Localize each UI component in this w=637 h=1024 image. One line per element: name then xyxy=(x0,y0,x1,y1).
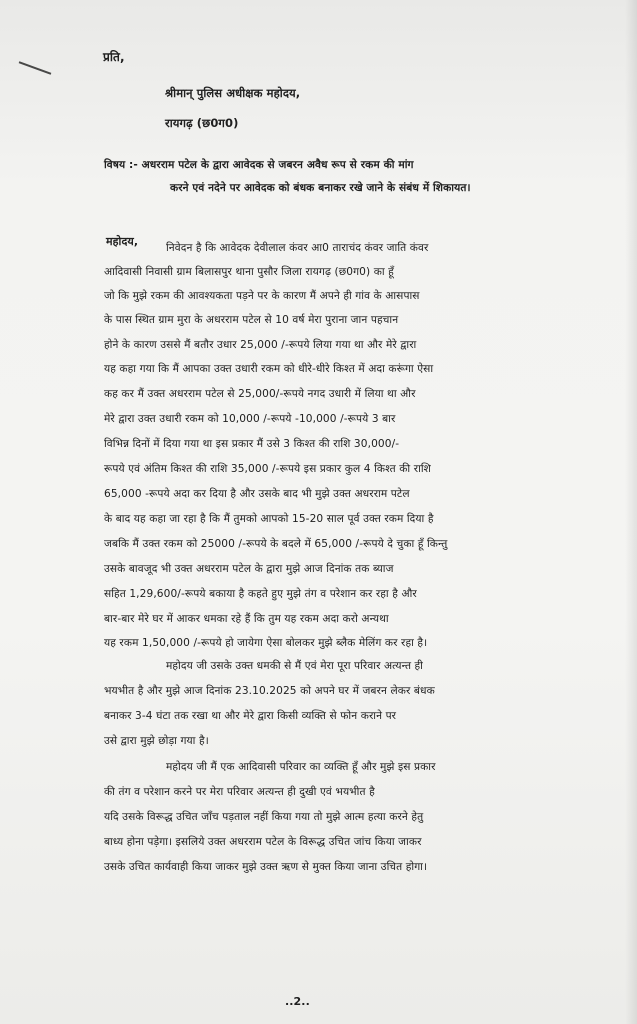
body-line-4: के पास स्थित ग्राम मुरा के अधरराम पटेल से 10 वर्ष मेरा पुराना जान पहचान xyxy=(104,314,399,326)
body-line-17: यह रकम 1,50,000 /-रूपये हो जायेगा ऐसा बोलकर मुझे ब्लैक मेलिंग कर रहा है। xyxy=(104,637,428,649)
salutation-to: प्रति, xyxy=(103,50,125,64)
body-line-11: 65,000 -रूपये अदा कर दिया है और उसके बाद भी मुझे उक्त अधरराम पटेल xyxy=(104,488,410,500)
body-line-10: रूपये एवं अंतिम किश्त की राशि 35,000 /-रूपये इस प्रकार कुल 4 किश्त की राशि xyxy=(104,463,431,475)
greeting: महोदय, xyxy=(106,235,139,248)
body-line-18: महोदय जी उसके उक्त धमकी से मैं एवं मेरा पूरा परिवार अत्यन्त ही xyxy=(166,660,424,672)
body-line-23: की तंग व परेशान करने पर मेरा परिवार अत्यन्त ही दुखी एवं भयभीत है xyxy=(104,786,375,798)
body-line-26: उसके उचित कार्यवाही किया जाकर मुझे उक्त ऋण से मुक्त किया जाना उचित होगा। xyxy=(104,861,428,873)
body-line-16: बार-बार मेरे घर में आकर धमका रहे हैं कि तुम यह रकम अदा करो अन्यथा xyxy=(104,613,389,625)
paper-crease-mark xyxy=(19,61,52,75)
body-line-15: सहित 1,29,600/-रूपये बकाया है कहते हुए मुझे तंग व परेशान कर रहा है और xyxy=(104,588,417,600)
body-line-20: बनाकर 3-4 घंटा तक रखा था और मेरे द्वारा किसी व्यक्ति से फोन कराने पर xyxy=(104,710,397,722)
addressee: श्रीमान् पुलिस अधीक्षक महोदय, xyxy=(165,86,301,100)
body-line-6: यह कहा गया कि मैं आपका उक्त उधारी रकम को धीरे-धीरे किश्त में अदा करूंगा ऐसा xyxy=(104,363,434,375)
body-line-3: जो कि मुझे रकम की आवश्यकता पड़ने पर के कारण मैं अपने ही गांव के आसपास xyxy=(104,290,420,302)
body-line-12: के बाद यह कहा जा रहा है कि मैं तुमको आपको 15-20 साल पूर्व उक्त रकम दिया है xyxy=(104,513,434,525)
addressee-place: रायगढ़ (छ0ग0) xyxy=(165,116,239,130)
body-line-22: महोदय जी मैं एक आदिवासी परिवार का व्यक्ति हूँ और मुझे इस प्रकार xyxy=(166,761,436,773)
body-line-13: जबकि मैं उक्त रकम को 25000 /-रूपये के बदले में 65,000 /-रूपये दे चुका हूँ किन्तु xyxy=(104,538,448,550)
subject-line-2: करने एवं नदेने पर आवेदक को बंधक बनाकर रखे जाने के संबंध में शिकायत। xyxy=(170,182,471,194)
body-line-14: उसके बावजूद भी उक्त अधरराम पटेल के द्वारा मुझे आज दिनांक तक ब्याज xyxy=(104,563,394,575)
body-line-7: कह कर मैं उक्त अधरराम पटेल से 25,000/-रूपये नगद उधारी में लिया था और xyxy=(104,388,416,400)
body-line-25: बाध्य होना पड़ेगा। इसलिये उक्त अधरराम पटेल के विरूद्ध उचित जांच किया जाकर xyxy=(104,836,422,848)
body-line-21: उसे द्वारा मुझे छोड़ा गया है। xyxy=(104,735,209,747)
subject-line-1: विषय :- अधरराम पटेल के द्वारा आवेदक से जबरन अवैध रूप से रकम की मांग xyxy=(104,159,414,171)
body-line-9: विभिन्न दिनों में दिया गया था इस प्रकार मैं उसे 3 किश्त की राशि 30,000/- xyxy=(104,438,400,450)
body-line-1: निवेदन है कि आवेदक देवीलाल कंवर आ0 ताराचंद कंवर जाति कंवर xyxy=(166,242,429,254)
body-line-5: होने के कारण उससे मैं बतौर उधार 25,000 /-रूपये लिया गया था और मेरे द्वारा xyxy=(104,339,417,351)
body-line-8: मेरे द्वारा उक्त उधारी रकम को 10,000 /-रूपये -10,000 /-रूपये 3 बार xyxy=(104,413,396,425)
page-edge-shadow xyxy=(625,0,637,1024)
body-line-2: आदिवासी निवासी ग्राम बिलासपुर थाना पुसौर जिला रायगढ़ (छ0ग0) का हूँ xyxy=(104,266,394,278)
page-number-marker: ..2.. xyxy=(285,995,310,1008)
body-line-19: भयभीत है और मुझे आज दिनांक 23.10.2025 को अपने घर में जबरन लेकर बंधक xyxy=(104,685,435,697)
body-line-24: यदि उसके विरूद्ध उचित जाँच पड़ताल नहीं किया गया तो मुझे आत्म हत्या करने हेतु xyxy=(104,811,424,823)
